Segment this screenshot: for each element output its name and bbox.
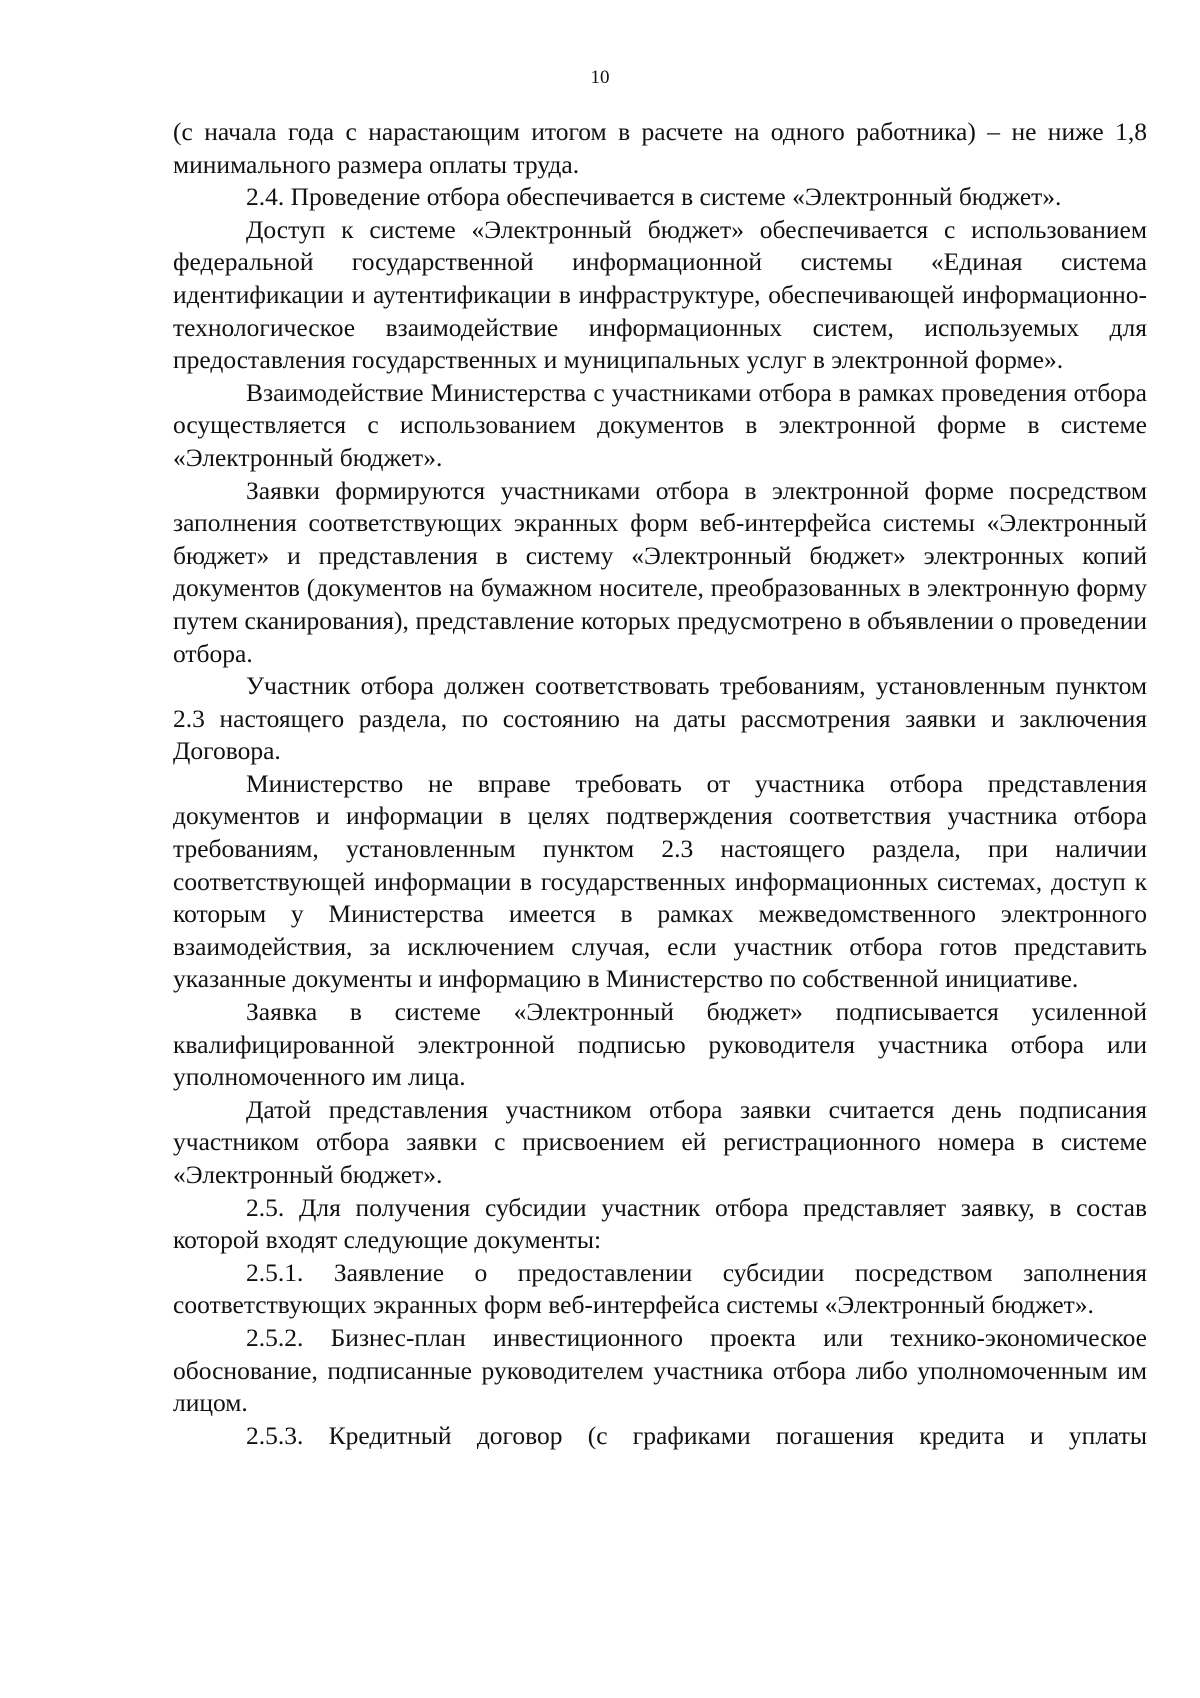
paragraph-12: 2.5.2. Бизнес-план инвестиционного проекта или технико-экономическое обоснование, подписанные руководителем участника отбора либо уполномоченным им лицом. — [173, 1322, 1147, 1418]
paragraph-4: Взаимодействие Министерства с участниками отбора в рамках проведения отбора осуществляется с использованием документов в электронной форме в системе «Электронный бюджет». — [173, 377, 1147, 472]
paragraph-2: 2.4. Проведение отбора обеспечивается в системе «Электронный бюджет». — [246, 182, 1062, 212]
paragraph-6: Участник отбора должен соответствовать требованиям, установленным пунктом 2.3 настоящего раздела, по состоянию на даты рассмотрения заявки и заключения Договора. — [173, 671, 1147, 766]
page-number: 10 — [590, 67, 610, 88]
paragraph-10: 2.5. Для получения субсидии участник отбора представляет заявку, в состав которой входят следующие документы: — [173, 1192, 1147, 1255]
paragraph-8: Заявка в системе «Электронный бюджет» подписывается усиленной квалифицированной электронной подписью руководителя участника отбора или уполномоченного им лица. — [173, 997, 1147, 1092]
paragraph-3: Доступ к системе «Электронный бюджет» обеспечивается с использованием федеральной государственной информационной системы «Единая система идентификации и аутентификации в инфраструктуре, обеспечивающей информационно-технологическое взаимодействие информационных систем, используемых для предоставления государственных и муниципальных услуг в электронной форме». — [173, 214, 1147, 375]
paragraph-5: Заявки формируются участниками отбора в электронной форме посредством заполнения соответствующих экранных форм веб-интерфейса системы «Электронный бюджет» и представления в систему «Электронный бюджет» электронных копий документов (документов на бумажном носителе, преобразованных в электронную форму путем сканирования), представление которых предусмотрено в объявлении о проведении отбора. — [173, 475, 1147, 668]
paragraph-13: 2.5.3. Кредитный договор (с графиками погашения кредита и уплаты — [246, 1420, 1147, 1450]
paragraph-9: Датой представления участником отбора заявки считается день подписания участником отбора заявки с присвоением ей регистрационного номера в системе «Электронный бюджет». — [173, 1094, 1147, 1189]
paragraph-7: Министерство не вправе требовать от участника отбора представления документов и информации в целях подтверждения соответствия участника отбора требованиям, установленным пунктом 2.3 настоящего раздела, при наличии соответствующей информации в государственных информационных системах, доступ к которым у Министерства имеется в рамках межведомственного электронного взаимодействия, за исключением случая, если участник отбора готов представить указанные документы и информацию в Министерство по собственной инициативе. — [173, 768, 1147, 994]
document-body — [173, 116, 1147, 1452]
paragraph-11: 2.5.1. Заявление о предоставлении субсидии посредством заполнения соответствующих экранных форм веб-интерфейса системы «Электронный бюджет». — [173, 1257, 1147, 1320]
paragraph-1: (с начала года с нарастающим итогом в расчете на одного работника) – не ниже 1,8 минимального размера оплаты труда. — [173, 117, 1147, 179]
